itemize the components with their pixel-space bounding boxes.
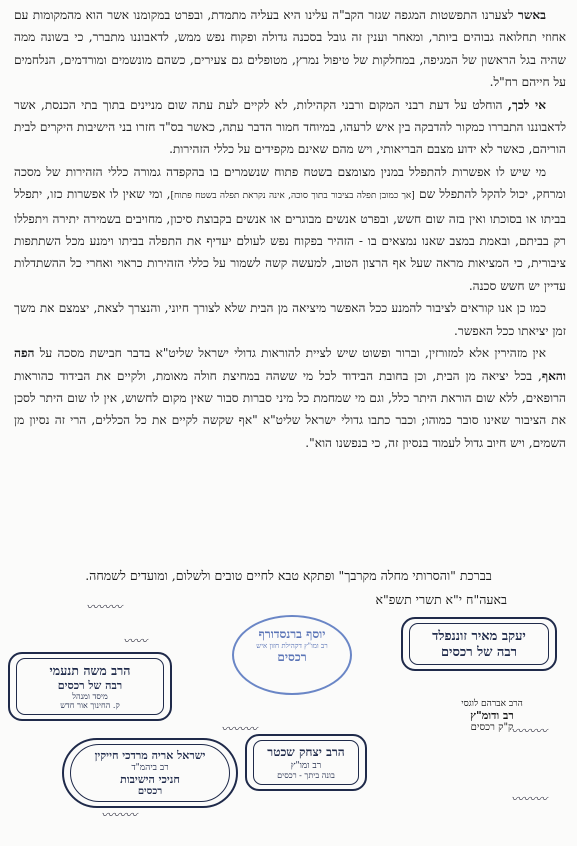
stamp-role: מיסד ומנהל [72,692,108,701]
stamp-title: רבה של רכסים [440,645,518,660]
paragraph-2 [14,94,566,161]
rabbi-stamp-tanami [8,652,172,721]
rabbi-stamp-shechter [245,734,367,791]
stamp-inner-border [16,658,164,715]
paragraph-5-emphasis: הפה והאף [14,346,566,383]
paragraph-1-text: לצערנו התפשטות המגפה שגזר הקב"ה עלינו היא בעליה מתמדת, ובפרט במקומנו אשר הוא מהמקומות עם אחוזי תחלואה גבוהים ביותר, ומאחר וענין זה גובל בסכנה גדולה ופקוח נפש ממש, לדאבוננו מתברר, כי בשונה ממה שהיה בגל הראשון של המגיפה, במחלקות של טיפול נמרץ, מטופלים גם צעירים, כשהם מונשמים ומורדמים, הנלחמים על חייהם רח"ל. [14,8,566,90]
handwritten-signature: 〰〰〰 [510,724,547,738]
stamp-location: בונה ביתך - רכסים [277,771,335,780]
handwritten-signature: 〰〰〰 [100,808,137,822]
stamp-title: רב ומו"ץ דקהילת חזון איש [256,642,328,650]
stamp-name: הרב משה תנעמי [49,663,131,678]
stamp-inner-border [253,740,359,785]
stamp-title: רב ומו"ץ [290,761,322,771]
paragraph-3 [14,161,566,297]
rabbi-stamp-abergil [437,698,547,733]
handwritten-signature: 〰〰 [122,634,147,648]
closing-blessing: בברכת "והסרותי מחלה מקרבך" ופתקא טבא לחיים טובים ולשלום, ומועדים לשמחה. [85,568,492,583]
stamp-name: הרב אברהם לוגסי [461,699,523,709]
paragraph-2-lead: אי לכך, [507,97,546,112]
paragraph-3-text-b: , ומי שאין לו אפשרות כזו, יתפלל בביתו או בסוכתו ואין בזה שום חשש, ובפרט אנשים מבוגרים או אנשים בקבוצת סיכון, מחויבים בשמירה יתירה ויתפללו רק בביתם, ובאמת במצב שאנו נמצאים בו - הזהיר בפקוח נפש לעולם יעדיף את התפלה בביתו וימנע מכל השתתפות ציבורית, כי המציאות מראה שעל אף הרצון הטוב, למעשה קשה לשמור על כללי הזהירות כראוי ואחרי כל ההשתדלות עדיין יש חשש סכנה. [14,187,566,293]
stamp-role: חניכי הישיבות [120,773,180,786]
stamp-location: רכסים [277,650,307,664]
paragraph-1 [14,4,566,94]
paragraph-5 [14,342,566,454]
rabbi-stamp-chaykin [62,738,238,808]
stamp-inner-border [409,623,549,665]
paragraph-1-lead: באשר [517,8,546,22]
handwritten-signature: 〰〰〰 [510,792,547,806]
stamp-title: רב ביהמ"ד [131,763,169,773]
stamp-location: רכסים [137,786,163,797]
rabbi-stamp-zonnenfeld [401,617,557,671]
stamp-name: ישראל אריה מרדכי חייקין [94,749,206,762]
paragraph-3-note: [אך כמובן תפלה בציבור בתוך סוכה, אינה נקראת תפלה בשטח פתוח] [170,191,415,202]
stamp-title: רב ודומ"ץ [470,709,514,722]
stamp-inner-border [70,744,230,802]
stamp-location: ק"ק רכסים [470,722,514,733]
paragraph-2-text: הוחלט על דעת רבני המקום ורבני הקהילות, לא לקיים לעת עתה שום מניינים בתוך בתי הכנסת, אשר לדאבוננו התבררו כמקור להדבקה בין איש לרעהו, במיוחד חמור הדבר עתה, כאשר בס"ד חזרו בני הישיבות היקרים לבית הוריהם, כאשר לא ידוע מצבם הבריאותי, ויש מהם שאינם מקפידים על כללי הזהירות. [14,97,566,157]
stamp-institution: ק. החינוך אור חדש [60,701,120,710]
paragraph-5-text-b: , בכל יציאה מן הבית, וכן בחובת הבידוד לכל מי ששהה במחיצת חולה מאומת, ולקיים את הבידוד כהוראות הרופאים, ללא שום הוראת היתר כלל, וגם מי שמחמת כל מיני סברות סבור שאין מקום לחשוש, אין לו שום היתר לסכן את הציבור שאינו סובר כמוהו; וכבר כתבו גדולי ישראל שליט"א "אף שקשה לקיים את כל הכללים, הרי זה נסיון מן השמים, ויש חיוב גדול לעמוד בנסיון זה, כי בנפשנו הוא". [14,368,566,450]
stamp-name: יוסף ברנסדורף [258,627,326,641]
handwritten-signature: 〰〰〰 [85,600,122,614]
handwritten-signature: 〰〰〰 [220,722,257,736]
paragraph-4: כמו כן אנו קוראים לציבור להמנע ככל האפשר מיציאה מן הבית שלא לצורך חיוני, והנצרך לצאת, יצמצם את משך זמן יציאתו ככל האפשר. [14,301,566,338]
stamp-name: יעקב מאיר זוננפלד [432,629,526,644]
letter-body [14,4,566,454]
paragraph-5-text-a: אין מזהירין אלא למזורזין, וברור ופשוט שיש לציית להוראות גדולי ישראל שליט"א בדבר חבישת מסכה על [34,346,546,361]
stamp-name: הרב יצחק שכטר [267,745,345,759]
rabbi-stamp-bernsdorf [232,615,352,695]
letter-date: באעה"ח י"א תשרי תשפ"א [375,592,507,607]
paragraph-3-text-a: מי שיש לו אפשרות להתפלל במנין מצומצם בשטח פתוח שנשמרים בו בהקפדה גמורה כללי הזהירות של מסכה ומרחק, יכול להקל להתפלל שם [14,164,566,202]
stamp-title: רבה של רכסים [57,679,123,692]
